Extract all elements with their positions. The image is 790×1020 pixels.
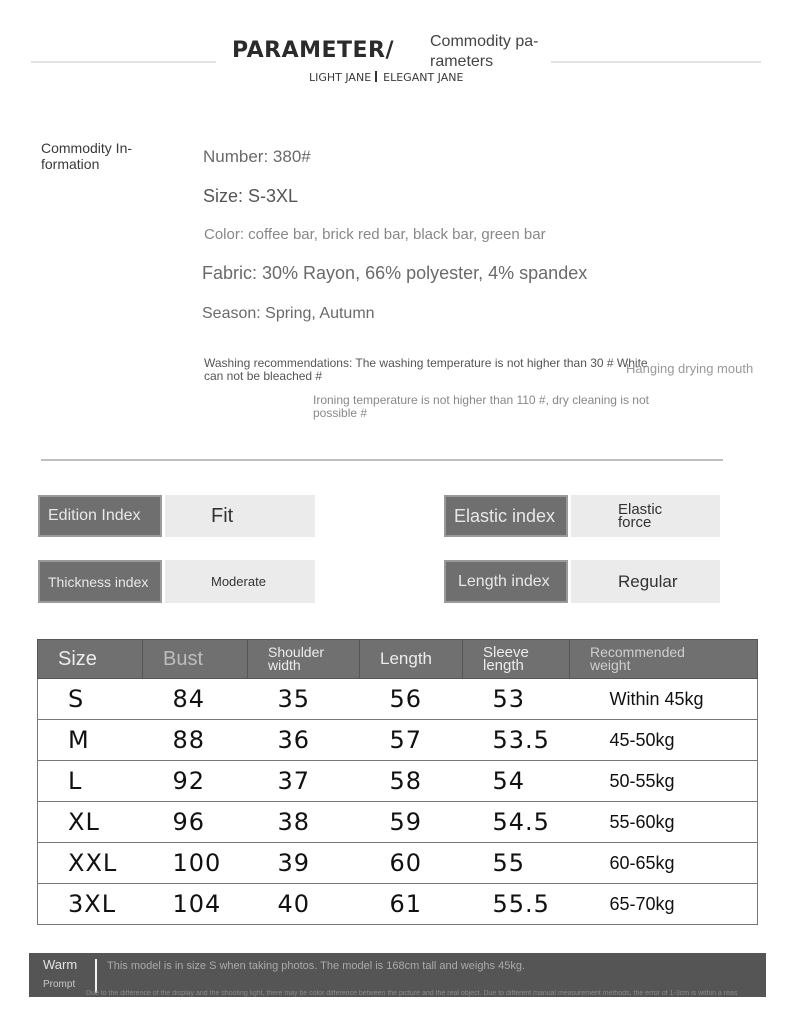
cell-size: M [38,720,143,761]
cell-sleeve-length: 55 [463,843,570,884]
length-index-label: Length index [444,560,568,603]
cell-shoulder-width: 35 [248,679,360,720]
cell-sleeve-length: 53 [463,679,570,720]
cell-shoulder-width: 39 [248,843,360,884]
cell-recommended-weight: 65-70kg [570,884,758,925]
cell-sleeve-length: 54 [463,761,570,802]
elastic-index-label: Elastic index [444,495,568,537]
table-row [38,720,758,761]
cell-size: XXL [38,843,143,884]
header-bust: Bust [143,640,248,679]
color-line: Color: coffee bar, brick red bar, black bar, green bar [204,226,546,243]
commodity-info-label: Commodity In- formation [41,140,133,172]
cell-sleeve-length: 55.5 [463,884,570,925]
thickness-index-label: Thickness index [38,560,162,603]
warm-title: Warm [43,957,78,972]
model-note: This model is in size S when taking photos. The model is 168cm tall and weighs 45kg. [107,960,526,972]
header-size: Size [38,640,143,679]
header-line-right [551,61,761,63]
table-row [38,802,758,843]
elastic-index-value: Elastic force [571,495,720,537]
size-line: Size: S-3XL [203,186,299,206]
edition-index-label: Edition Index [38,495,162,537]
cell-shoulder-width: 36 [248,720,360,761]
cell-recommended-weight: 55-60kg [570,802,758,843]
cell-size: L [38,761,143,802]
cell-size: S [38,679,143,720]
size-table-header [38,640,758,679]
ironing-recommendation: Ironing temperature is not higher than 110 #, dry cleaning is not possible # [313,393,649,420]
table-row [38,884,758,925]
cell-bust: 100 [143,843,248,884]
page-title: PARAMETER/ [232,38,395,63]
warm-prompt-box [29,953,766,997]
cell-bust: 84 [143,679,248,720]
cell-length: 56 [360,679,463,720]
cell-length: 61 [360,884,463,925]
warm-subtitle: Prompt [43,979,76,990]
disclaimer: Due to the difference of the display and the shooting light, there may be color difference between the picture and the real object. Due to different manual measurement methods, the error of 1-3cm is within a reas [86,990,738,997]
tagline-separator [375,71,377,82]
warm-separator [95,959,97,993]
season-line: Season: Spring, Autumn [202,305,375,322]
cell-shoulder-width: 38 [248,802,360,843]
cell-bust: 104 [143,884,248,925]
header-recommended-weight: Recommended weight [570,640,758,679]
header-shoulder-width: Shoulder width [248,640,360,679]
cell-bust: 92 [143,761,248,802]
cell-recommended-weight: 50-55kg [570,761,758,802]
cell-length: 60 [360,843,463,884]
cell-recommended-weight: Within 45kg [570,679,758,720]
cell-sleeve-length: 53.5 [463,720,570,761]
washing-recommendation: Washing recommendations: The washing temperature is not higher than 30 # White can not be bleached # [204,356,648,383]
cell-length: 59 [360,802,463,843]
cell-size: 3XL [38,884,143,925]
cell-shoulder-width: 37 [248,761,360,802]
number-line: Number: 380# [203,147,311,166]
tagline-right: ELEGANT JANE [383,71,464,84]
cell-shoulder-width: 40 [248,884,360,925]
edition-index-value: Fit [165,495,315,537]
size-table [37,639,758,925]
cell-sleeve-length: 54.5 [463,802,570,843]
section-divider [41,459,723,461]
page-subtitle: Commodity pa- rameters [430,33,539,70]
cell-length: 58 [360,761,463,802]
cell-length: 57 [360,720,463,761]
tagline-left: LIGHT JANE [309,71,372,84]
tagline [309,71,463,84]
cell-recommended-weight: 60-65kg [570,843,758,884]
hanging-drying: Hanging drying mouth [626,361,754,376]
fabric-line: Fabric: 30% Rayon, 66% polyester, 4% spandex [202,263,588,283]
table-row [38,679,758,720]
length-index-value: Regular [571,560,720,603]
header-line-left [31,61,216,63]
cell-bust: 88 [143,720,248,761]
table-row [38,761,758,802]
cell-size: XL [38,802,143,843]
table-row [38,843,758,884]
header-length: Length [360,640,463,679]
cell-bust: 96 [143,802,248,843]
header-sleeve-length: Sleeve length [463,640,570,679]
thickness-index-value: Moderate [165,560,315,603]
cell-recommended-weight: 45-50kg [570,720,758,761]
